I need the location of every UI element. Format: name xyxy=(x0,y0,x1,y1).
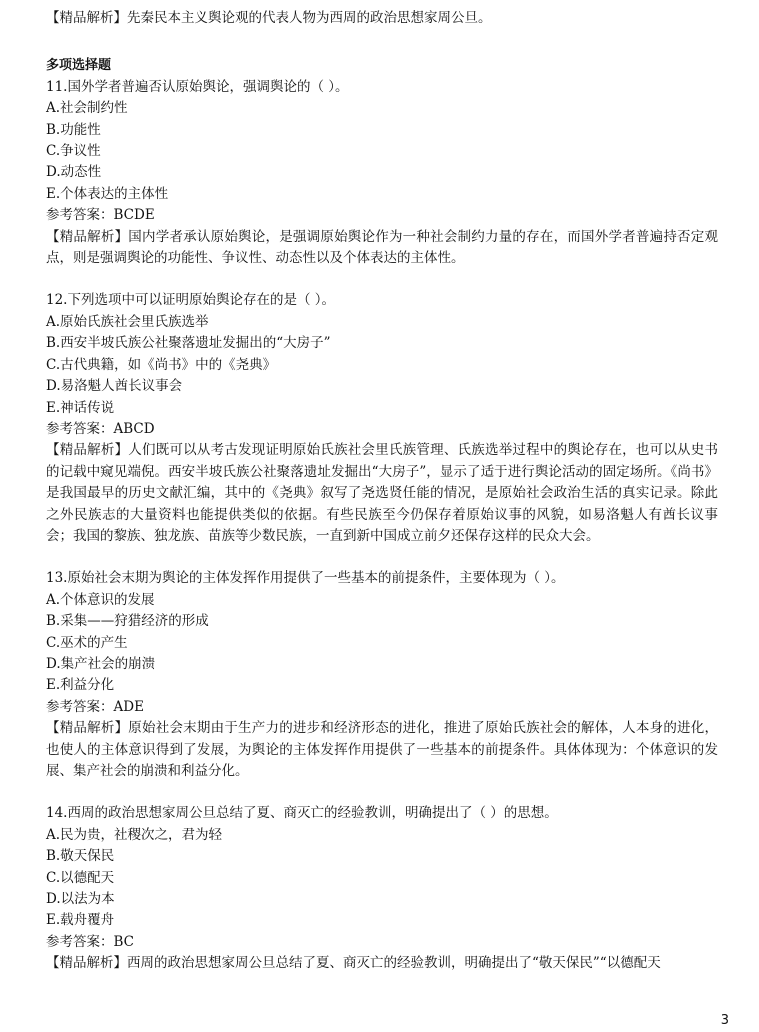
answer-analysis: 【精品解析】人们既可以从考古发现证明原始氏族社会里氏族管理、氏族选举过程中的舆论存在，也可以从史书的记载中窥见端倪。西安半坡氏族公社聚落遗址发掘出“大房子”，显示了适于进行舆论活动的固定场所。《尚书》是我国最早的历史文献汇编，其中的《尧典》叙写了尧选贤任能的情况，是原始社会政治生活的真实记录。除此之外民族志的大量资料也能提供类似的依据。有些民族至今仍保存着原始议事的风貌，如易洛魁人有酋长议事会；我国的黎族、独龙族、苗族等少数民族，一直到新中国成立前夕还保存这样的民众大会。 xyxy=(46,442,718,544)
option-a: A.个体意识的发展 xyxy=(46,591,155,608)
option-b: B.采集——狩猎经济的形成 xyxy=(46,613,209,630)
option-e: E.载舟覆舟 xyxy=(46,912,115,929)
answer-analysis: 【精品解析】西周的政治思想家周公旦总结了夏、商灭亡的经验教训，明确提出了“敬天保民”“以德配天 xyxy=(46,955,661,972)
option-b: B.功能性 xyxy=(46,121,101,138)
reference-answer: 参考答案：ADE xyxy=(46,698,144,715)
intro-analysis: 【精品解析】先秦民本主义舆论观的代表人物为西周的政治思想家周公旦。 xyxy=(46,10,492,26)
document-page xyxy=(46,8,718,975)
option-a: A.社会制约性 xyxy=(46,100,128,117)
option-c: C.以德配天 xyxy=(46,869,115,886)
option-e: E.利益分化 xyxy=(46,677,115,694)
question-13 xyxy=(46,568,718,782)
option-d: D.集产社会的崩溃 xyxy=(46,655,156,672)
question-14 xyxy=(46,803,718,974)
question-stem: 14.西周的政治思想家周公旦总结了夏、商灭亡的经验教训，明确提出了（ ）的思想。 xyxy=(46,805,558,822)
page-number: 3 xyxy=(720,1013,729,1028)
section-heading: 多项选择题 xyxy=(46,58,112,74)
answer-analysis: 【精品解析】国内学者承认原始舆论，是强调原始舆论作为一种社会制约力量的存在，而国外学者普遍持否定观点，则是强调舆论的功能性、争议性、动态性以及个体表达的主体性。 xyxy=(46,228,718,267)
option-e: E.神话传说 xyxy=(46,399,115,416)
option-a: A.原始氏族社会里氏族选举 xyxy=(46,313,209,330)
option-d: D.动态性 xyxy=(46,164,102,181)
question-stem: 11.国外学者普遍否认原始舆论，强调舆论的（ ）。 xyxy=(46,78,349,95)
reference-answer: 参考答案：ABCD xyxy=(46,420,155,437)
question-stem: 13.原始社会末期为舆论的主体发挥作用提供了一些基本的前提条件，主要体现为（ ）。 xyxy=(46,570,565,587)
option-d: D.易洛魁人酋长议事会 xyxy=(46,378,183,395)
option-a: A.民为贵，社稷次之，君为轻 xyxy=(46,826,223,843)
option-c: C.古代典籍，如《尚书》中的《尧典》 xyxy=(46,356,277,373)
answer-analysis: 【精品解析】原始社会末期由于生产力的进步和经济形态的进化，推进了原始氏族社会的解体，人本身的进化，也使人的主体意识得到了发展，为舆论的主体发挥作用提供了一些基本的前提条件。具体体现为：个体意识的发展、集产社会的崩溃和利益分化。 xyxy=(46,720,718,779)
option-b: B.敬天保民 xyxy=(46,848,115,865)
reference-answer: 参考答案：BC xyxy=(46,933,135,950)
question-11 xyxy=(46,77,718,270)
question-stem: 12.下列选项中可以证明原始舆论存在的是（ ）。 xyxy=(46,292,336,309)
reference-answer: 参考答案：BCDE xyxy=(46,207,155,224)
option-c: C.争议性 xyxy=(46,143,101,160)
option-c: C.巫术的产生 xyxy=(46,634,128,651)
option-e: E.个体表达的主体性 xyxy=(46,185,169,202)
question-12 xyxy=(46,290,718,547)
option-d: D.以法为本 xyxy=(46,891,115,908)
option-b: B.西安半坡氏族公社聚落遗址发掘出的“大房子” xyxy=(46,335,331,352)
